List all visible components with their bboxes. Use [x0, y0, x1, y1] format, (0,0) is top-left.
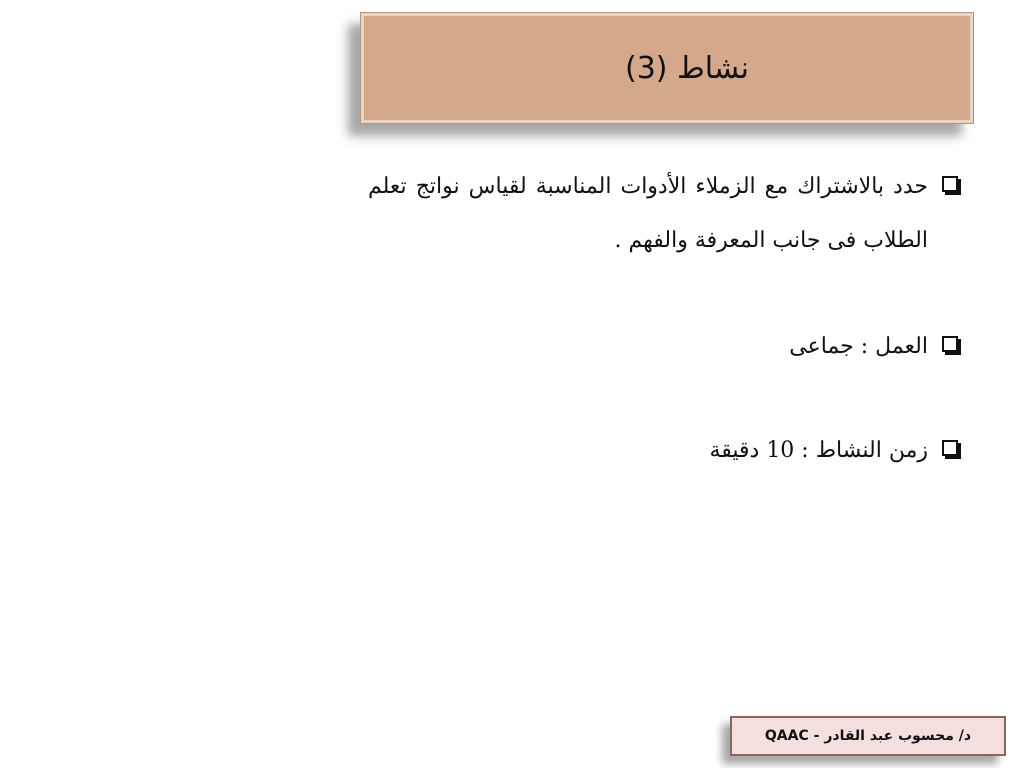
bullet-text: زمن النشاط : 10 دقيقة: [709, 438, 928, 463]
checkbox-icon: [942, 336, 958, 352]
bullet-item: [368, 424, 960, 478]
footer-badge: [730, 716, 1006, 756]
footer-author: د/ محسوب عبد القادر - QAAC: [764, 728, 972, 744]
bullet-list: [368, 160, 960, 478]
slide-title-banner: [360, 12, 974, 124]
checkbox-icon: [942, 440, 958, 456]
bullet-item: [368, 160, 960, 268]
bullet-item: [368, 320, 960, 374]
checkbox-icon: [942, 176, 958, 192]
bullet-text: العمل : جماعى: [789, 334, 928, 359]
slide-title: نشاط (3): [624, 50, 750, 86]
bullet-text: حدد بالاشتراك مع الزملاء الأدوات المناسبة لقياس نواتج تعلم الطلاب فى جانب المعرفة والفهم .: [368, 174, 928, 253]
